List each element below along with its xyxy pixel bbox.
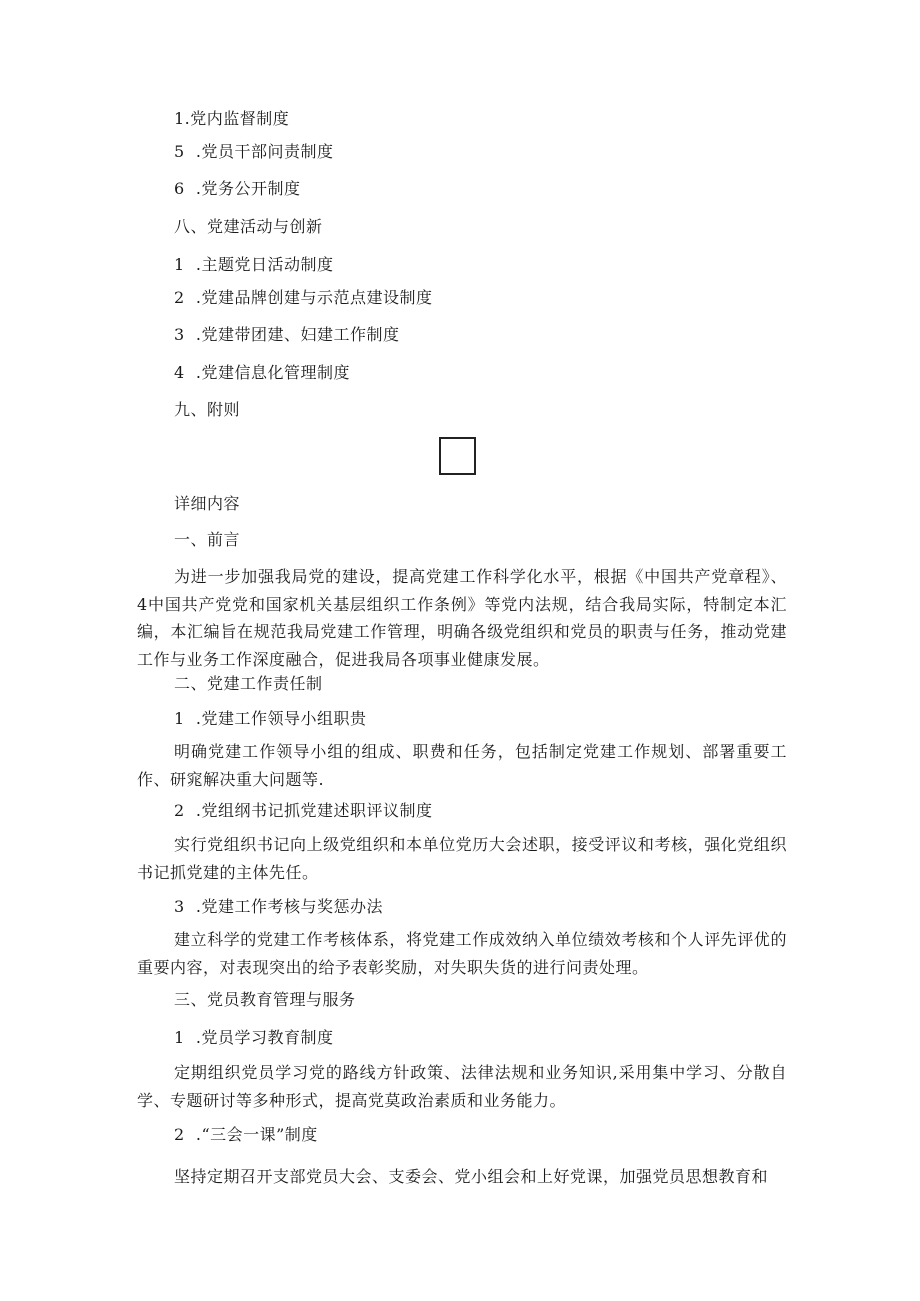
toc-item: 5 .党员干部问责制度 (174, 142, 334, 161)
item-title: 2 .党组纲书记抓党建述职评议制度 (174, 801, 433, 820)
item-title: 3 .党建工作考核与奖惩办法 (174, 897, 383, 916)
item-title: 2 .“三会一课”制度 (174, 1125, 318, 1144)
item-paragraph: 明确党建工作领导小组的组成、职费和任务，包括制定党建工作规划、部署重要工作、研窕解决重大问题等. (137, 742, 787, 789)
toc-item: 1 .主题党日活动制度 (174, 255, 334, 274)
item-title: 1 .党员学习教育制度 (174, 1028, 334, 1047)
item-paragraph: 定期组织党员学习党的路线方针政策、法律法规和业务知识,采用集中学习、分散自学、专题研讨等多种形式，提高党莫政治素质和业务能力。 (137, 1063, 787, 1110)
toc-item: 2 .党建品牌创建与示范点建设制度 (174, 288, 433, 307)
toc-item: 4 .党建信息化管理制度 (174, 363, 350, 382)
section-title: 一、前言 (174, 530, 241, 549)
item-paragraph: 坚持定期召开支部党员大会、支委会、党小组会和上好党课，加强党员思想教育和 (174, 1167, 769, 1186)
preface-paragraph: 为进一步加强我局党的建设，提高党建工作科学化水平，根据《中国共产党章程》、4中国共产党党和国家机关基层组织工作条例》等党内法规，结合我局实际，特制定本汇编，本汇编旨在规范我局党建工作管理，明确各级党组织和党员的职责与任务，推动党建工作与业务工作深度融合，促进我局各项事业健康发展。 (137, 567, 787, 669)
section-title: 三、党员教育管理与服务 (174, 990, 356, 1009)
detail-heading: 详细内容 (174, 494, 241, 513)
item-paragraph: 实行党组织书记向上级党组织和本单位党历大会述职，接受评议和考核，强化党组织书记抓党建的主体先任。 (137, 835, 787, 882)
toc-item: 6 .党务公开制度 (174, 179, 301, 198)
toc-item: 3 .党建带团建、妇建工作制度 (174, 325, 400, 344)
toc-section-heading: 八、党建活动与创新 (174, 217, 323, 236)
empty-box-mark (439, 437, 476, 475)
toc-item: 1.党内监督制度 (174, 109, 290, 128)
section-title: 二、党建工作责任制 (174, 674, 323, 693)
item-paragraph: 建立科学的党建工作考核体系，将党建工作成效纳入单位绩效考核和个人评先评优的重要内容，对表现突出的给予表彰奖励，对失职失货的进行问责处理。 (137, 930, 787, 977)
item-title: 1 .党建工作领导小组职贵 (174, 709, 367, 728)
toc-section-heading: 九、附则 (174, 400, 241, 419)
